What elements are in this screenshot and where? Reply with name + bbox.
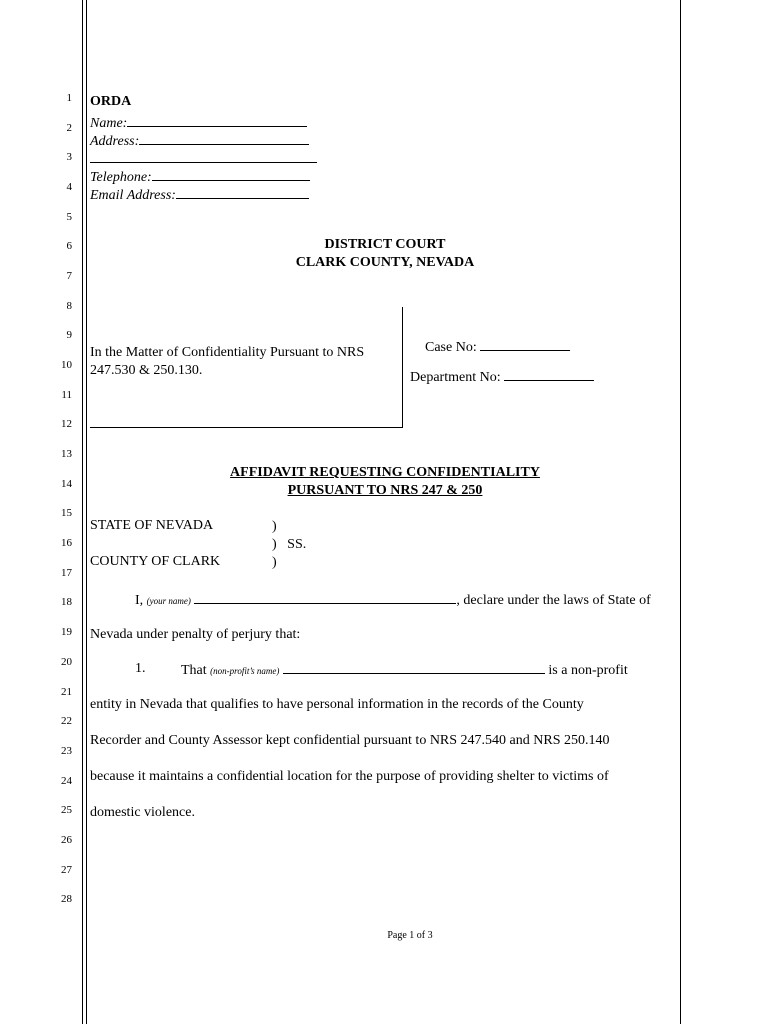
- line-number: 28: [61, 893, 72, 905]
- line-number: 12: [61, 418, 72, 430]
- court-county: CLARK COUNTY, NEVADA: [295, 255, 475, 270]
- address-label: Address:: [90, 134, 140, 149]
- name-blank[interactable]: [127, 112, 307, 127]
- line-number: 2: [66, 122, 72, 134]
- line-number: 5: [66, 211, 72, 223]
- declarant-prefix: I,: [135, 593, 144, 608]
- venue-ss: ) SS.: [272, 537, 307, 552]
- line-number: 11: [61, 389, 72, 401]
- line-number: 1: [66, 92, 72, 104]
- line-number: 6: [66, 240, 72, 252]
- line-number: 18: [61, 596, 72, 608]
- item-1-that: That: [181, 663, 207, 678]
- case-no-field[interactable]: [425, 336, 570, 356]
- line-number: 17: [61, 567, 72, 579]
- venue-state: STATE OF NEVADA: [90, 518, 214, 533]
- item-1-line3: Recorder and County Assessor kept confidential pursuant to NRS 247.540 and NRS 250.140: [90, 733, 610, 748]
- court-name: DISTRICT COURT: [324, 237, 446, 252]
- telephone-field[interactable]: [90, 166, 310, 186]
- name-label: Name:: [90, 116, 128, 131]
- telephone-blank[interactable]: [152, 166, 310, 181]
- line-number: 10: [61, 359, 72, 371]
- line-number: 22: [61, 715, 72, 727]
- line-number: 4: [66, 181, 72, 193]
- caption-right-rule: [402, 307, 403, 428]
- nonprofit-name-blank[interactable]: [283, 661, 545, 674]
- line-number: 8: [66, 300, 72, 312]
- line-number: 9: [66, 329, 72, 341]
- address-blank-line2[interactable]: [90, 162, 317, 163]
- item-1-number: 1.: [135, 661, 146, 676]
- matter-title: [90, 344, 364, 380]
- line-number: 24: [61, 775, 72, 787]
- telephone-label: Telephone:: [90, 170, 152, 185]
- nonprofit-name-hint: (non-profit’s name): [210, 666, 280, 676]
- line-number: 19: [61, 626, 72, 638]
- line-number: 21: [61, 686, 72, 698]
- page-number: Page 1 of 3: [387, 930, 433, 941]
- declarant-name-blank[interactable]: [194, 591, 456, 604]
- item-1-first-line: [181, 661, 628, 679]
- right-margin-rule: [680, 0, 681, 1024]
- matter-line1: In the Matter of Confidentiality Pursuant to NRS: [90, 345, 365, 360]
- line-number: 7: [66, 270, 72, 282]
- org-name: ORDA: [90, 94, 132, 109]
- line-number: 20: [61, 656, 72, 668]
- case-no-blank[interactable]: [480, 336, 570, 351]
- item-1-line2: entity in Nevada that qualifies to have personal information in the records of the County: [90, 697, 584, 712]
- line-number: 27: [61, 864, 72, 876]
- venue-county: COUNTY OF CLARK: [90, 554, 221, 569]
- item-1-line4: because it maintains a confidential location for the purpose of providing shelter to victims of: [90, 769, 609, 784]
- line-number: 13: [61, 448, 72, 460]
- line-number: 16: [61, 537, 72, 549]
- left-margin-rule-outer: [82, 0, 83, 1024]
- name-field[interactable]: [90, 112, 307, 132]
- line-number: 15: [61, 507, 72, 519]
- venue-paren-3: ): [272, 555, 277, 570]
- affidavit-title-line2: PURSUANT TO NRS 247 & 250: [287, 483, 483, 498]
- declarant-name-hint: (your name): [146, 596, 191, 606]
- left-margin-rule-inner: [86, 0, 87, 1024]
- line-number: 25: [61, 804, 72, 816]
- line-number: 26: [61, 834, 72, 846]
- matter-line2: 247.530 & 250.130.: [90, 363, 203, 378]
- email-field[interactable]: [90, 184, 309, 204]
- department-no-label: Department No:: [410, 370, 501, 385]
- email-label: Email Address:: [90, 188, 176, 203]
- email-blank[interactable]: [176, 184, 309, 199]
- declaration-line2: Nevada under penalty of perjury that:: [90, 627, 301, 642]
- item-1-suffix: is a non-profit: [548, 663, 628, 678]
- department-no-field[interactable]: [410, 366, 594, 386]
- affidavit-title-line1: AFFIDAVIT REQUESTING CONFIDENTIALITY: [230, 465, 540, 480]
- department-no-blank[interactable]: [504, 366, 594, 381]
- address-blank[interactable]: [139, 130, 309, 145]
- line-number: 3: [66, 151, 72, 163]
- line-number: 14: [61, 478, 72, 490]
- item-1-line5: domestic violence.: [90, 805, 195, 820]
- declarant-suffix: , declare under the laws of State of: [456, 593, 651, 608]
- case-no-label: Case No:: [425, 340, 477, 355]
- address-field[interactable]: [90, 130, 309, 150]
- venue-paren-1: ): [272, 519, 277, 534]
- line-number: 23: [61, 745, 72, 757]
- caption-bottom-rule: [90, 427, 402, 428]
- declarant-line: [135, 591, 651, 609]
